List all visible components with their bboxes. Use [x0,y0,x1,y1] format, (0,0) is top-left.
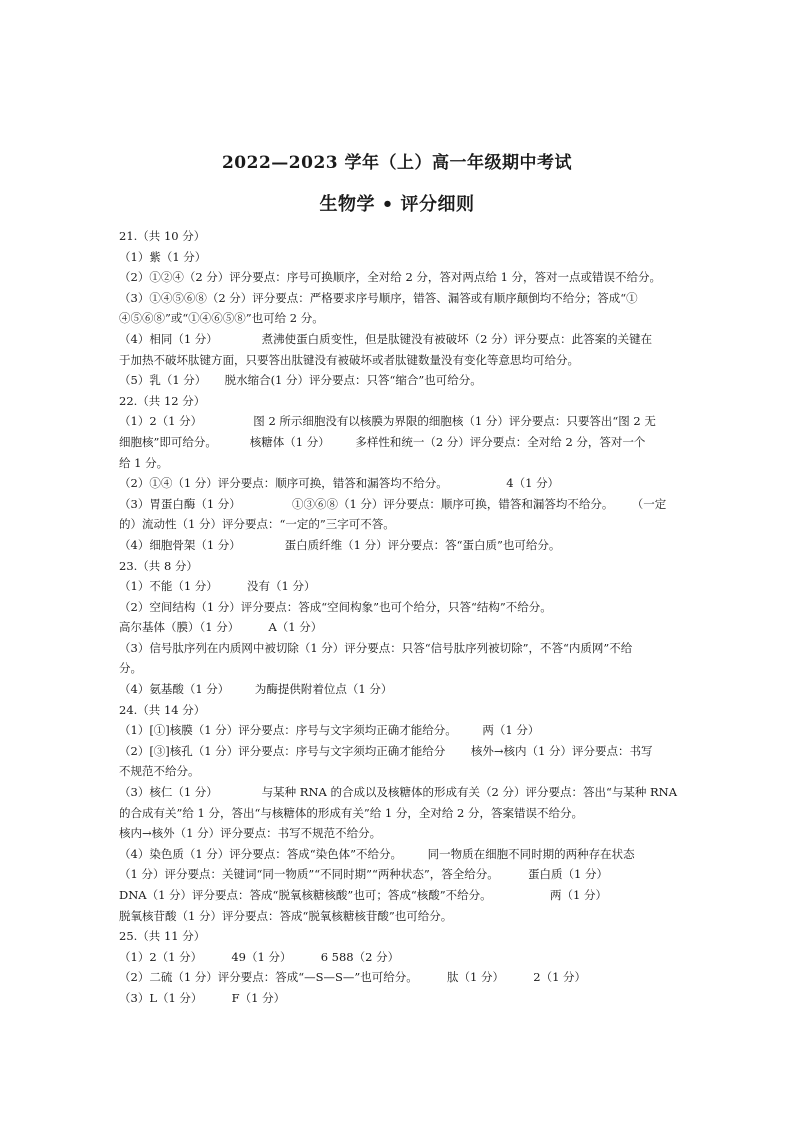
text-line: （5）乳（1 分） 脱水缩合(1 分）评分要点：只答“缩合”也可给分。 [119,373,482,388]
text-line: （3）核仁（1 分） 与某种 RNA 的合成以及核糖体的形成有关（2 分）评分要点：答出“与某种 RNA [119,785,678,800]
text-line: 24.（共 14 分） [119,702,206,717]
text-line: 脱氧核苷酸（1 分）评分要点：答成“脱氧核糖核苷酸”也可给分。 [119,908,453,923]
text-line: （1）2（1 分） 49（1 分） 6 588（2 分） [119,949,400,964]
text-line: （2）①②④（2 分）评分要点：序号可换顺序，全对给 2 分，答对两点给 1 分，答对一点或错误不给分。 [119,270,662,285]
text-line: （4）氨基酸（1 分） 为酶提供附着位点（1 分） [119,682,393,697]
text-line: （1）[①]核膜（1 分）评分要点：序号与文字须均正确才能给分。 两（1 分） [119,723,540,738]
text-line: （2）①④（1 分）评分要点：顺序可换，错答和漏答均不给分。 4（1 分） [119,476,560,491]
text-line: ④⑤⑥⑧”或“①④⑥⑤⑧”也可给 2 分。 [119,311,324,326]
text-line: 核内→核外（1 分）评分要点：书写不规范不给分。 [119,826,382,841]
text-line: （3）胃蛋白酶（1 分） ①③⑥⑧（1 分）评分要点：顺序可换，错答和漏答均不给分。 （一定 [119,496,667,511]
text-line: 分。 [119,661,142,676]
text-line: 不规范不给分。 [119,764,200,779]
text-line: 23.（共 8 分） [119,558,198,573]
grading-rules-body [119,226,679,1009]
text-line: （1）不能（1 分） 没有（1 分） [119,579,316,594]
text-line: 21.（共 10 分） [119,229,206,243]
text-line: DNA（1 分）评分要点：答成“脱氧核糖核酸”也可；答成“核酸”不给分。 两（1 分） [119,888,608,902]
text-line: 于加热不破坏肽键方面，只要答出肽键没有被破坏或者肽键数量没有变化等意思均可给分。 [119,352,579,367]
page-subtitle: 生物学 • 评分细则 [319,194,475,215]
text-line: （2）空间结构（1 分）评分要点：答成“空间构象”也可个给分，只答“结构”不给分。 [119,599,552,614]
text-line: （3）①④⑤⑥⑧（2 分）评分要点：严格要求序号顺序，错答、漏答或有顺序颠倒均不给分；答成“① [119,290,638,305]
text-line: （4）相同（1 分） 煮沸使蛋白质变性，但是肽键没有被破坏（2 分）评分要点：此答案的关键在 [119,331,653,346]
text-line: 高尔基体（膜）（1 分） A（1 分） [119,620,323,635]
text-line: （4）细胞骨架（1 分） 蛋白质纤维（1 分）评分要点：答“蛋白质”也可给分。 [119,537,561,552]
text-line: （4）染色质（1 分）评分要点：答成“染色体”不给分。 同一物质在细胞不同时期的两种存在状态 [119,846,635,861]
text-line: （3）信号肽序列在内质网中被切除（1 分）评分要点：只答“信号肽序列被切除”，不答“内质网”不给 [119,640,633,655]
text-line: 的合成有关”给 1 分，答出“与核糖体的形成有关”给 1 分，全对给 2 分，答案错误不给分。 [119,805,584,820]
text-line: （1）2（1 分） 图 2 所示细胞没有以核膜为界限的细胞核（1 分）评分要点：只要答出“图 2 无 [119,414,656,429]
text-line: 给 1 分。 [119,455,169,470]
text-line: （1 分）评分要点：关键词“同一物质”“不同时期”“两种状态”，答全给分。 蛋白质（1 分） [119,867,608,882]
text-line: 25.（共 11 分） [119,929,206,944]
text-line: 的）流动性（1 分）评分要点：“一定的”三字可不答。 [119,517,395,532]
text-line: （2）二硫（1 分）评分要点：答成“—S—S—”也可给分。 肽（1 分） 2（1 分） [119,970,587,985]
text-line: （3）L（1 分） F（1 分） [119,990,286,1005]
text-line: 22.（共 12 分） [119,393,206,408]
page-title: 2022—2023 学年（上）高一年级期中考试 [221,153,573,173]
text-line: 细胞核”即可给分。 核糖体（1 分） 多样性和统一（2 分）评分要点：全对给 2 分，答对一个 [119,434,646,449]
text-line: （2）[③]核孔（1 分）评分要点：序号与文字须均正确才能给分 核外→核内（1 分）评分要点：书写 [119,743,653,758]
text-line: （1）紫（1 分） [119,249,207,264]
